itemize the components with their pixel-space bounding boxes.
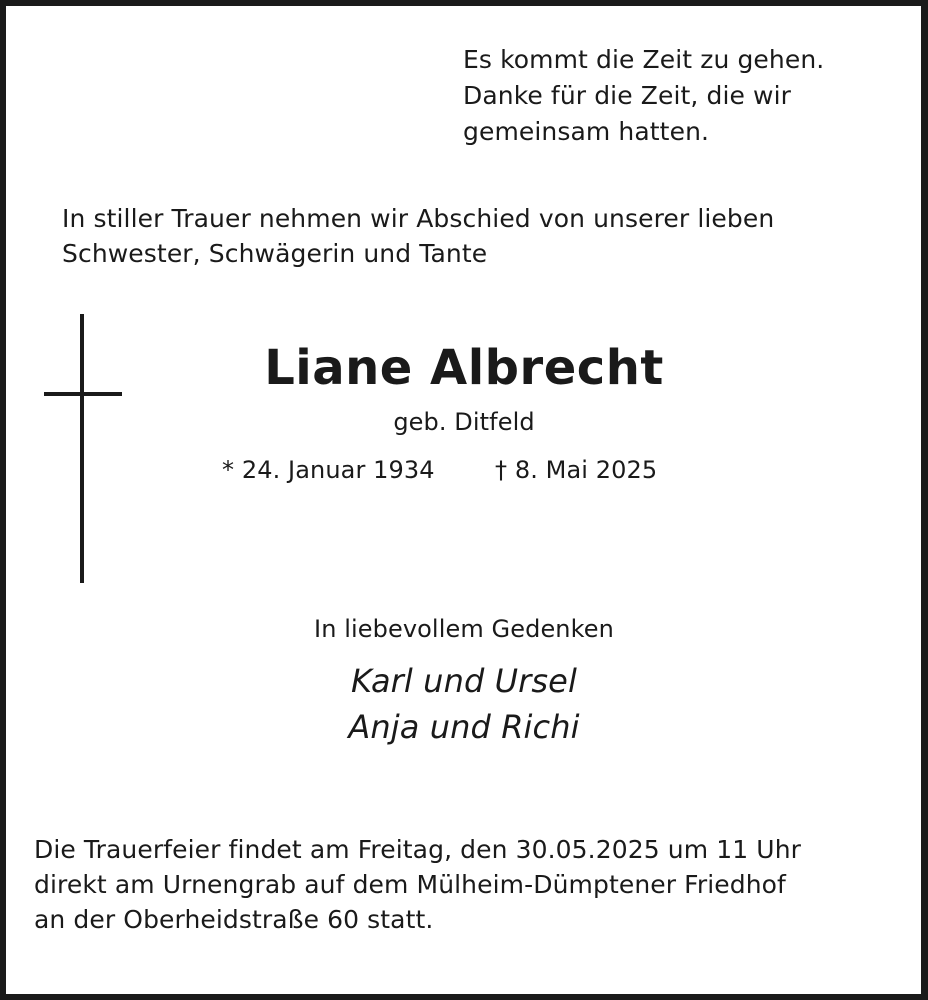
birth-date: * 24. Januar 1934	[222, 456, 435, 484]
signer-name: Anja und Richi	[348, 708, 580, 746]
ceremony-line: Die Trauerfeier findet am Freitag, den 30.05.2025 um 11 Uhr	[34, 835, 802, 864]
ceremony-line: direkt am Urnengrab auf dem Mülheim-Dümptener Friedhof	[34, 870, 786, 899]
intro-line: Schwester, Schwägerin und Tante	[62, 239, 488, 268]
death-date: † 8. Mai 2025	[495, 456, 658, 484]
memory-heading: In liebevollem Gedenken	[314, 615, 614, 643]
motto-line: Es kommt die Zeit zu gehen.	[463, 45, 825, 74]
motto-line: gemeinsam hatten.	[463, 117, 710, 146]
deceased-name-text: Liane Albrecht	[264, 340, 664, 396]
ceremony-line: an der Oberheidstraße 60 statt.	[34, 905, 434, 934]
motto-quote	[463, 42, 824, 150]
maiden-name: geb. Ditfeld	[393, 408, 535, 436]
ceremony-info	[34, 832, 801, 937]
signers-list	[0, 658, 928, 750]
intro-text	[62, 201, 774, 271]
intro-line: In stiller Trauer nehmen wir Abschied von unserer lieben	[62, 204, 775, 233]
signer-name: Karl und Ursel	[351, 662, 577, 700]
deceased-name	[0, 336, 928, 400]
motto-line: Danke für die Zeit, die wir	[463, 81, 792, 110]
